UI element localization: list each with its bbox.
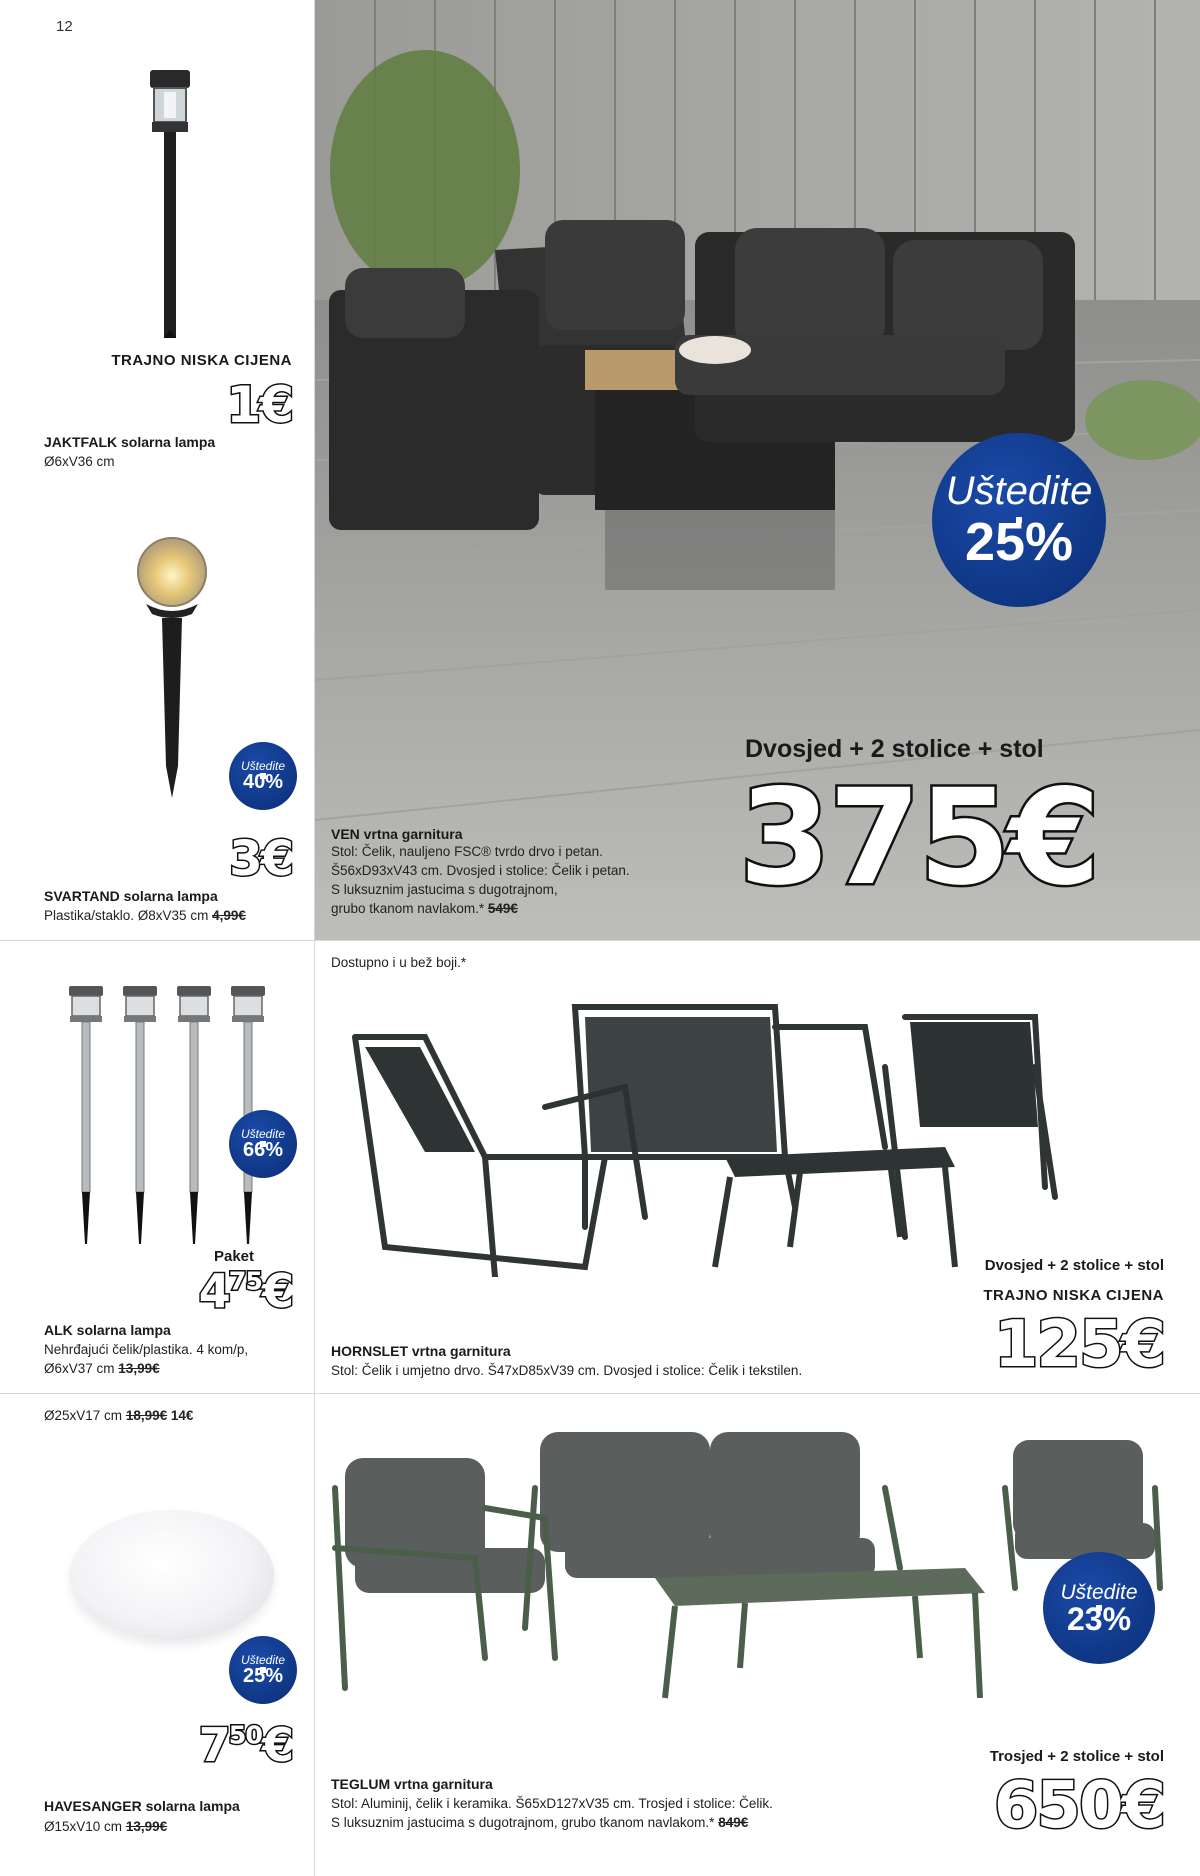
product-jaktfalk xyxy=(0,0,314,480)
teglum-price: 650€ xyxy=(993,1769,1164,1843)
page-number: 12 xyxy=(56,18,73,35)
teglum-desc-1: Stol: Aluminij, čelik i keramika. Š65xD127xV35 cm. Trosjed i stolice: Čelik. xyxy=(331,1796,773,1811)
alk-desc-2: Ø6xV37 cm xyxy=(44,1361,115,1376)
alk-tag: Paket xyxy=(213,1248,254,1265)
teglum-name: TEGLUM vrtna garnitura xyxy=(331,1776,493,1792)
product-svartand xyxy=(0,520,314,930)
hornslet-price: 125€ xyxy=(993,1308,1164,1382)
havesanger-badge-percent: 25% xyxy=(242,1665,284,1687)
havesanger-price-currency: € xyxy=(261,1718,292,1772)
svartand-badge-label: Uštedite xyxy=(240,759,286,773)
hornslet-name: HORNSLET vrtna garnitura xyxy=(331,1343,511,1359)
alk-price-currency: € xyxy=(261,1264,292,1318)
havesanger-alt-new-price: 14€ xyxy=(170,1408,194,1423)
ven-badge-percent: 25% xyxy=(964,512,1074,572)
svartand-badge-percent: 40% xyxy=(242,771,284,793)
alk-old-price: 13,99€ xyxy=(118,1361,160,1376)
jaktfalk-desc: Ø6xV36 cm xyxy=(44,454,115,469)
havesanger-alt-old-price: 18,99€ xyxy=(125,1408,168,1423)
havesanger-old-price: 13,99€ xyxy=(125,1819,168,1834)
teglum-badge-label: Uštedite xyxy=(1060,1580,1138,1604)
teglum-badge-percent: 23% xyxy=(1066,1600,1132,1637)
jaktfalk-tag: TRAJNO NISKA CIJENA xyxy=(111,352,292,369)
ven-desc-1: Stol: Čelik, nauljeno FSC® tvrdo drvo i petan. xyxy=(331,844,603,859)
havesanger-alt-desc: Ø25xV17 cm xyxy=(44,1408,123,1423)
jaktfalk-price: 1€ xyxy=(226,376,292,434)
svartand-desc-line xyxy=(44,906,246,925)
havesanger-alt-line xyxy=(44,1406,193,1425)
ven-set-label: Dvosjed + 2 stolice + stol xyxy=(745,735,1044,763)
havesanger-desc-line xyxy=(44,1817,167,1836)
svartand-lamp-image xyxy=(132,536,212,798)
alk-desc-1: Nehrđajući čelik/plastika. 4 kom/p, xyxy=(44,1342,249,1357)
alk-price-int: 4 xyxy=(198,1264,229,1318)
product-alk xyxy=(0,960,314,1390)
teglum-discount-badge xyxy=(1043,1552,1155,1664)
alk-price-dec: 75 xyxy=(228,1266,262,1296)
havesanger-name: HAVESANGER solarna lampa xyxy=(44,1798,240,1814)
alk-price xyxy=(198,1264,292,1318)
havesanger-lamp-image xyxy=(70,1510,274,1640)
havesanger-badge-label: Uštedite xyxy=(240,1653,286,1667)
alk-badge-label: Uštedite xyxy=(240,1127,286,1141)
ven-old-price: 549€ xyxy=(487,901,518,916)
hornslet-desc: Stol: Čelik i umjetno drvo. Š47xD85xV39 cm. Dvosjed i stolice: Čelik i tekstilen. xyxy=(331,1363,803,1378)
ven-discount-badge xyxy=(932,433,1106,607)
ven-name: VEN vrtna garnitura xyxy=(331,826,463,842)
teglum-desc-2: S luksuznim jastucima s dugotrajnom, grubo tkanom navlakom.* xyxy=(331,1815,715,1830)
ven-desc-3: S luksuznim jastucima s dugotrajnom, xyxy=(331,882,558,897)
havesanger-desc: Ø15xV10 cm xyxy=(44,1819,123,1834)
alk-desc-line-2 xyxy=(44,1359,160,1378)
alk-discount-badge xyxy=(229,1110,297,1178)
havesanger-price-int: 7 xyxy=(198,1718,229,1772)
alk-badge-percent: 66% xyxy=(242,1139,284,1161)
svartand-price: 3€ xyxy=(229,831,292,887)
jaktfalk-name: JAKTFALK solarna lampa xyxy=(44,434,216,450)
hornslet-availability: Dostupno i u bež boji.* xyxy=(331,955,467,970)
ven-hero-photo xyxy=(315,0,1200,940)
havesanger-price-dec: 50 xyxy=(228,1720,262,1750)
teglum-old-price: 849€ xyxy=(718,1815,749,1830)
teglum-desc-line-2 xyxy=(331,1813,748,1832)
hornslet-furniture-image xyxy=(345,977,1175,1277)
product-hornslet xyxy=(315,941,1200,1393)
alk-name: ALK solarna lampa xyxy=(44,1322,171,1338)
havesanger-discount-badge xyxy=(229,1636,297,1704)
hornslet-set-label: Dvosjed + 2 stolice + stol xyxy=(984,1257,1164,1274)
product-teglum xyxy=(315,1394,1200,1876)
havesanger-price xyxy=(198,1718,292,1772)
ven-info xyxy=(331,826,711,918)
jaktfalk-lamp-image xyxy=(140,68,200,338)
ven-desc-4: grubo tkanom navlakom.* xyxy=(331,901,485,916)
svartand-desc: Plastika/staklo. Ø8xV35 cm xyxy=(44,908,209,923)
ven-desc-line-4 xyxy=(331,899,711,918)
hornslet-tag: TRAJNO NISKA CIJENA xyxy=(983,1287,1164,1304)
svartand-name: SVARTAND solarna lampa xyxy=(44,888,218,904)
svartand-discount-badge xyxy=(229,742,297,810)
product-havesanger xyxy=(0,1400,314,1876)
ven-badge-label: Uštedite xyxy=(945,469,1093,513)
teglum-set-label: Trosjed + 2 stolice + stol xyxy=(989,1748,1164,1765)
ven-desc-2: Š56xD93xV43 cm. Dvosjed i stolice: Čelik i petan. xyxy=(331,863,630,878)
svartand-old-price: 4,99€ xyxy=(212,908,246,923)
ven-price: 375€ xyxy=(739,761,1099,915)
